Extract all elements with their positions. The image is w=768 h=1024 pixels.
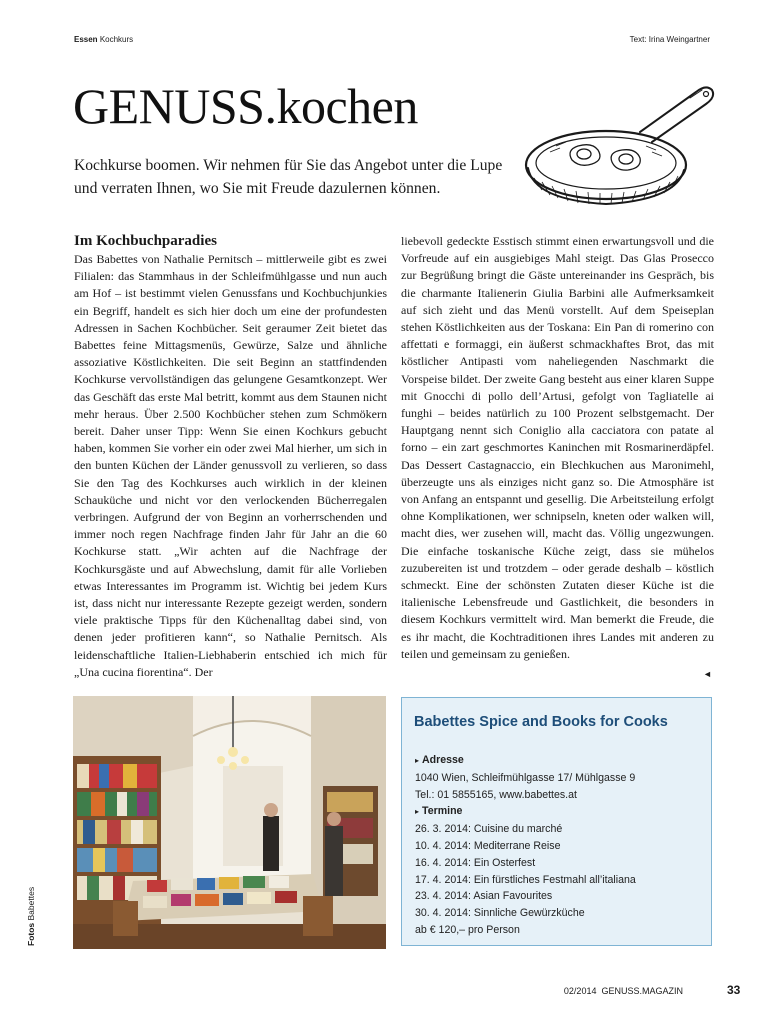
address-heading bbox=[415, 752, 705, 770]
issue-number: 02/2014 bbox=[563, 986, 597, 996]
date-item: 26. 3. 2014: Cuisine du marché bbox=[415, 823, 563, 836]
subsection-label: Kochkurs bbox=[99, 35, 134, 44]
article-column-1 bbox=[74, 232, 387, 681]
dates-heading bbox=[415, 803, 705, 821]
price-line: ab € 120,– pro Person bbox=[415, 923, 520, 936]
info-box-body bbox=[415, 752, 705, 939]
page-title: GENUSS.kochen bbox=[73, 78, 418, 134]
info-box bbox=[401, 697, 712, 946]
date-item: 10. 4. 2014: Mediterrane Reise bbox=[415, 839, 561, 852]
triangle-bullet-icon: ▸ bbox=[415, 756, 420, 765]
article-text-1: Das Babettes von Nathalie Pernitsch – mittlerweile gibt es zwei Filialen: das Stammhaus in der Schleifmühlgasse und nun auch am Hof – ist bestimmt vielen Genussfans und Kochbuchjunkies ein Begriff, handelt es sich hier doch um eine der profundesten Adressen in Sachen Kochbücher. Seit geraumer Zeit bietet das Babettes feine Mittagsmenüs, Gewürze, Salze und ähnliche assoziative Köstlichkeiten. Die seit Beginn an stattfindenden Kochkurse vervollständigen das gelungene Gesamtkonzept. Wer das Geschäft das erste Mal betritt, kommt aus dem Staunen nicht mehr heraus. Über 2.500 Kochbücher stehen zum Schmökern bereit. Daher unser Tipp: Wenn Sie einen Kochkurs gebucht haben, kommen Sie vorher ein oder zwei Mal hierher, um sich in den bunten Küchen der Länder genussvoll zu verlieren, so dass Sie den Tag des Kochkurses auch wirklich in der kleinen Schauküche und nicht vor den verlockenden Bücherregalen verbringen. Aufgrund der von Beginn an vorherrschenden und immer noch regen Nachfrage finden Jahr für Jahr an die 60 Kochkurse statt. „Wir achten auf die Nachfrage der Kochkursgäste und auf Abwechslung, damit für alle Vorlieben etwas Interessantes im Programm ist. Wichtig bei jedem Kurs ist, dass nicht nur interessante Rezepte gezeigt werden, sondern viele praktische Tipps für den Küchenalltag dabei sind, von denen jeder profitieren kann“, so Nathalie Pernitsch. Als leidenschaftliche Italien-Liebhaberin entschied ich mich für „Una cucina fiorentina“. Der bbox=[74, 252, 387, 679]
article-text-2: liebevoll gedeckte Esstisch stimmt einen erwartungsvoll und die Vorfreude auf ein ausgiebiges Mahl steigt. Das Glas Prosecco zur Begrüßung bringt die Gäste untereinander ins Gespräch, bis die charmante Italienerin Giulia Barbini alle Aufmerksamkeit auf sich zieht und das Menü vorstellt. Auf dem Speiseplan stehen Köstlichkeiten aus der Toskana: Ein Pan di romerino con affettati e formaggi, ein äußerst schmackhaftes Brot, das mit köstlicher Antipasti vom naheliegenden Naschmarkt die Vorspeise bildet. Der zweite Gang besteht aus einer klaren Suppe mit Gnocchi di pollo dell’Artusi, gefolgt von Tagliatelle ai funghi – beides natürlich zu 100 Prozent selbstgemacht. Der Hauptgang nennt sich Coniglio alla cacciatora con patate al forno – ein zart geschmortes Kaninchen mit Rosmarinerdäpfel. Das Dessert Castagnaccio, ein Blechkuchen aus Maronimehl, überzeugte uns als einziges nicht ganz so. Die Atmosphäre ist von Anfang an entspannt und gesellig. Die Arbeitsteilung erfolgt ohne Komplikationen, wer schnipseln, kneten oder walken will, macht dies, wer zusehen will, macht das. Völlig ungezwungen. Die einfache toskanische Küche zeigt, dass sie mühelos zuzubereiten ist und trotzdem – oder gerade deshalb – köstlich schmeckt. Eine der schönsten Zutaten dieser Küche ist die italienische Lebensfreude und Gastlichkeit, die besonders in diesem Kochkurs vermittelt wird. Man bemerkt die Freude, die es ihr macht, die Kochtraditionen ihres Landes mit anderen zu teilen und gemeinsam zu genießen. bbox=[401, 234, 715, 661]
date-item: 16. 4. 2014: Ein Osterfest bbox=[415, 856, 536, 869]
address-line: 1040 Wien, Schleifmühlgasse 17/ Mühlgasse 9 bbox=[415, 771, 636, 784]
end-mark-icon: ◄ bbox=[703, 669, 712, 679]
date-item: 23. 4. 2014: Asian Favourites bbox=[415, 890, 553, 903]
magazine-name: GENUSS.MAGAZIN bbox=[601, 986, 683, 996]
page-number: 33 bbox=[727, 983, 741, 997]
info-box-title: Babettes Spice and Books for Cooks bbox=[414, 714, 668, 730]
frying-pan-illustration bbox=[520, 70, 720, 220]
triangle-bullet-icon: ▸ bbox=[415, 807, 420, 817]
page-footer bbox=[564, 986, 683, 996]
date-item: 30. 4. 2014: Sinnliche Gewürzküche bbox=[415, 907, 585, 920]
article-subhead: Im Kochbuchparadies bbox=[74, 233, 217, 249]
photo-credit bbox=[26, 887, 36, 946]
section-header bbox=[74, 35, 133, 44]
photo-credit-name: Babettes bbox=[26, 886, 36, 921]
section-label: Essen bbox=[74, 35, 98, 44]
lead-paragraph: Kochkurse boomen. Wir nehmen für Sie das Angebot unter die Lupe und verraten Ihnen, wo Sie mit Freude dazulernen können. bbox=[74, 157, 503, 197]
photo-credit-label: Fotos bbox=[26, 922, 36, 946]
shop-interior-photo bbox=[73, 696, 386, 949]
author-credit: Text: Irina Weingartner bbox=[629, 35, 710, 44]
dates-label: Termine bbox=[422, 805, 463, 818]
article-column-2 bbox=[401, 233, 714, 663]
date-item: 17. 4. 2014: Ein fürstliches Festmahl all’italiana bbox=[415, 873, 636, 886]
address-label: Adresse bbox=[422, 754, 464, 766]
contact-line: Tel.: 01 5855165, www.babettes.at bbox=[415, 788, 577, 801]
